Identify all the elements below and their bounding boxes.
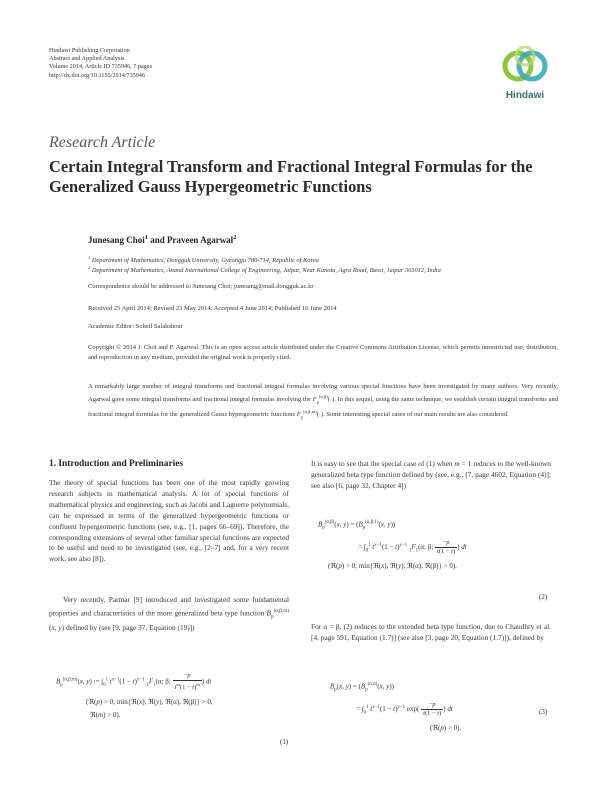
paragraph: The theory of special functions has been one of the most rapidly growing research subjects in mathematical analysis. A lot of special functions of mathematical physics and engineering, such as Jacobi and Laguerre polynomials, can be expressed in terms of the generalized hypergeometric functions or confluent hypergeometric functions (see, e.g., [1, pages 66–69]). Therefore, the corresponding extensions of several other familiar special functions are expected to be useful and need to be investigated (see, e.g., [2–7] and, for a very recent work, see also [8]). [49, 478, 289, 564]
journal-info [49, 47, 152, 80]
correspondence: Correspondence should be addressed to Junesang Choi; junesang@mail.dongguk.ac.kr [88, 283, 314, 290]
equation-1 [56, 672, 296, 719]
equation-2 [318, 520, 558, 570]
journal-volume: Volume 2014, Article ID 735946, 7 pages [49, 63, 152, 71]
fraction: $\frac{-p}{t(1 - t)}$ [423, 700, 442, 717]
equation-line: $B_p(x$, $y) = (B_p^{(\alpha,\alpha)}(x$, y)) [330, 682, 394, 693]
affiliation-mark: 1 [88, 255, 91, 260]
paragraph-text: (2) reduces to the extended beta type function, due to Chaudhry et al. [4, page 591, Equation (1.7)] (see also [3, page 20, Equation (1.7)]), defined by [311, 622, 552, 642]
equation-line: ℜ(m) > 0). [90, 711, 121, 720]
paragraph: For α = β, (2) reduces to the extended beta type function, due to Chaudhry et al. [4, page 591, Equation (1.7)] (see also [3, page 20, Equation (1.7)]), defined by [311, 622, 552, 642]
academic-editor: Academic Editor: Soheil Salahshour [88, 323, 183, 330]
article-type: Research Article [49, 134, 156, 151]
abstract-text: . Some interesting special cases of our main results are also considered. [323, 410, 509, 418]
paragraph-text: Very recently, Parmar [9] introduced and investigated some fundamental properties and characteristics of the more generalized beta type function [49, 595, 289, 618]
abstract: A remarkably large number of integral transforms and fractional integral formulas involving various special functions have been investigated by many authors. Very recently, Agarwal gave some integral transforms and fractional integral formulas involving the $F_p^{(\alpha,\beta)}(\cdot)$. In this sequel, using the same technique, we establish certain integral transforms and fractional integral formulas for the generalized Gauss hypergeometric functions $F_p^{(\alpha,\beta;m)}(\cdot)$. Some interesting special cases of our main results are also considered. [88, 383, 559, 420]
paragraph: Very recently, Parmar [9] introduced and investigated some fundamental properties and characteristics of the more generalized beta type function $B_p^{(\alpha,\beta;m)}(x$, y) defined by (see [9, page 37, Equation (19)]) [49, 595, 289, 632]
equation-number: (1) [280, 738, 289, 746]
author-name: Junesang Choi [88, 235, 145, 245]
equation-line: (ℜ(p) > 0). [430, 723, 462, 732]
hindawi-logo-icon [496, 46, 554, 90]
equation-line: = $\int_0^1$ $t^{x-1}(1 - t)^{y-1}$ $_1F_1(\alpha$; β; $\frac{-p}{t(1 - t)}$ ) dt [358, 538, 467, 555]
journal-publisher: Hindawi Publishing Corporation [49, 47, 130, 54]
paragraph-text: defined by (see [9, page 37, Equation (19)]) [65, 622, 195, 632]
equation-number: (3) [539, 708, 548, 716]
author-affil-mark: 1 [144, 234, 148, 241]
equation-line: = $\int_0^1$ $t^{x-1}(1 - t)^{y-1}$ exp( $\frac{-p}{t(1 - t)}$ ) dt [356, 700, 453, 717]
article-dates: Received 25 April 2014; Revised 23 May 2014; Accepted 4 June 2014; Published 16 June 2014 [88, 305, 337, 312]
hindawi-logo-text: Hindawi [505, 90, 545, 101]
equation-3 [330, 682, 560, 732]
journal-doi[interactable]: http://dx.doi.org/10.1155/2014/735946 [49, 71, 146, 79]
affiliation-mark: 2 [88, 265, 91, 270]
author-list [88, 234, 236, 245]
author-separator: and [147, 235, 167, 245]
affiliation [88, 264, 558, 275]
author-affil-mark: 2 [233, 234, 237, 241]
abstract-text: A remarkably large number of integral transforms and fractional integral formulas involving various special functions have been investigated by many authors. Very recently, Agarwal gave some integral transforms and fractional integral formulas involving the [88, 383, 558, 403]
paragraph-text: It is easy to see that the special case of (1) when [311, 459, 453, 468]
equation-number: (2) [539, 593, 548, 601]
abstract-text: . In this sequel, using the same technique, we establish certain integral transforms and fractional integral formulas for the generalized Gauss hypergeometric functions [88, 395, 559, 418]
affiliation-text: Department of Mathematics, Dongguk University, Gyeongju 780-714, Republic of Korea [91, 257, 319, 265]
paper-title: Certain Integral Transform and Fractional Integral Formulas for the Generalized Gauss Hypergeometric Functions [49, 157, 533, 196]
equation-line: (ℜ(p) > 0; min{ℜ(x), ℜ(y), ℜ(α), ℜ(β)} > 0, [86, 698, 213, 707]
affiliation-text: Department of Mathematics, Anand International College of Engineering, Jaipur, Near Kanota, Agra Road, Bassi, Jaipur 303012, India [91, 267, 441, 275]
paragraph: It is easy to see that the special case of (1) when m = 1 reduces to the well-known generalized beta type function defined by (see, e.g., [7, page 4602, Equation (4)]; see also [6, page 32, Chapter 4]) [311, 459, 551, 490]
hindawi-logo [496, 46, 554, 106]
paragraph-text: For [311, 622, 322, 631]
copyright-notice: Copyright © 2014 J. Choi and P. Agarwal. This is an open access article distributed under the Creative Commons Attribution License, which permits unrestricted use, distribution, and reproduction in any medium, provided the original work is properly cited. [88, 344, 558, 361]
journal-name: Abstract and Applied Analysis [49, 55, 125, 63]
equation-line: $B_p^{(\alpha,\beta;m)}(x$, y) := $\int_0^1$ $t^{x-1}(1 - t)^{y-1}$ $_1F_1(\alpha$; β; $\frac{-p}{t^m(1 - t)^m}$ ) dt [56, 672, 212, 692]
fraction: $\frac{-p}{t^m(1 - t)^m}$ [174, 672, 200, 692]
author-name: Praveen Agarwal [166, 235, 234, 245]
paragraph-text: reduces to the well-known generalized beta type function defined by (see, e.g., [7, page 4602, Equation (4)]; see also [6, page 32, Chapter 4]) [311, 459, 551, 490]
section-heading: 1. Introduction and Preliminaries [49, 459, 184, 469]
equation-line: $B_p^{(\alpha,\beta)}(x$, $y) = (B_p^{(\alpha,\beta;1)}(x$, y)) [318, 520, 396, 531]
equation-line: (ℜ(p) > 0; min{ℜ(x), ℜ(y), ℜ(α), ℜ(β)} > 0). [328, 561, 457, 570]
fraction: $\frac{-p}{t(1 - t)}$ [437, 538, 456, 555]
